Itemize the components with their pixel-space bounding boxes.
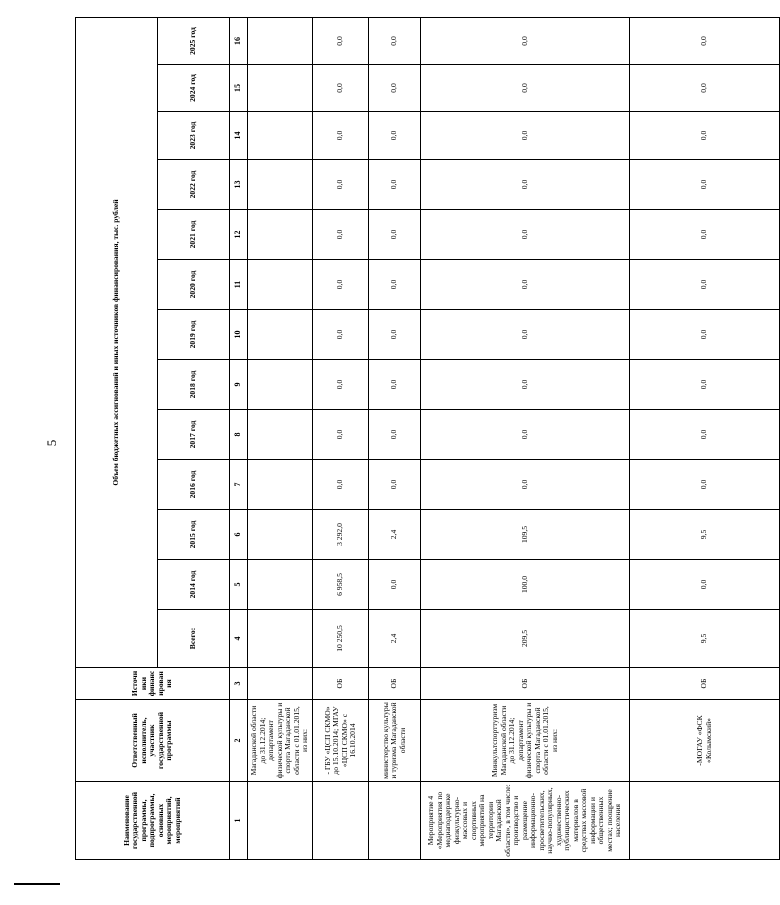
header-name: Наименование государственной программы, подпрограммы, основных мероприятий, мероприятий: [76, 782, 230, 860]
row-year-value-cell: 0,0: [313, 112, 369, 160]
column-number: 15: [230, 65, 248, 112]
row-year-value-cell: 0,0: [369, 210, 421, 260]
row-executor-cell: Магаданской области до 31.12.2014; департамент физической культуры и спорта Магаданской области с 01.01.2015, из них:: [248, 700, 313, 782]
row-year-value-cell: 0,0: [421, 210, 630, 260]
row-total-cell: 10 250,5: [313, 610, 369, 668]
row-year-value-cell: 0,0: [630, 410, 780, 460]
header-row-1: [76, 18, 158, 860]
row-year-value-cell: 100,0: [421, 560, 630, 610]
row-name-cell: [630, 782, 780, 860]
header-year: 2014 год: [158, 560, 230, 610]
row-source-cell: ОБ: [421, 668, 630, 700]
header-year: 2019 год: [158, 310, 230, 360]
row-year-value-cell: 0,0: [313, 65, 369, 112]
row-year-value-cell: [248, 112, 313, 160]
row-year-value-cell: [248, 160, 313, 210]
row-year-value-cell: 0,0: [630, 210, 780, 260]
row-total-cell: 2,4: [369, 610, 421, 668]
header-year: 2024 год: [158, 65, 230, 112]
row-year-value-cell: 0,0: [630, 260, 780, 310]
table-body: [248, 18, 780, 860]
row-year-value-cell: 3 292,0: [313, 510, 369, 560]
column-number: 10: [230, 310, 248, 360]
header-year: 2018 год: [158, 360, 230, 410]
row-total-cell: [248, 610, 313, 668]
header-year: 2021 год: [158, 210, 230, 260]
row-year-value-cell: [248, 360, 313, 410]
row-year-value-cell: 0,0: [421, 310, 630, 360]
row-year-value-cell: 0,0: [630, 65, 780, 112]
row-total-cell: 9,5: [630, 610, 780, 668]
column-number: 13: [230, 160, 248, 210]
row-year-value-cell: 0,0: [421, 112, 630, 160]
row-year-value-cell: [248, 260, 313, 310]
row-executor-cell: министерство культуры и туризма Магаданской области: [369, 700, 421, 782]
row-executor-cell: Минкультспорттуризм Магаданской области до 31.12.2014; департамент физической культуры и спорта Магаданской области с 01.01.2015, из них:: [421, 700, 630, 782]
row-source-cell: ОБ: [369, 668, 421, 700]
row-year-value-cell: 0,0: [421, 410, 630, 460]
header-source: Источники финансирования: [76, 668, 230, 700]
table-row: [421, 18, 630, 860]
row-year-value-cell: 0,0: [369, 112, 421, 160]
row-year-value-cell: 6 958,5: [313, 560, 369, 610]
column-number: 5: [230, 560, 248, 610]
page-number: 5: [44, 439, 59, 447]
row-year-value-cell: 0,0: [630, 360, 780, 410]
row-year-value-cell: 2,4: [369, 510, 421, 560]
table-row: [369, 18, 421, 860]
row-year-value-cell: 0,0: [369, 360, 421, 410]
row-year-value-cell: 0,0: [369, 65, 421, 112]
column-number: 8: [230, 410, 248, 460]
row-year-value-cell: 0,0: [630, 560, 780, 610]
column-number: 9: [230, 360, 248, 410]
row-year-value-cell: 0,0: [630, 112, 780, 160]
column-number: 16: [230, 18, 248, 65]
row-year-value-cell: 0,0: [369, 410, 421, 460]
row-year-value-cell: 0,0: [421, 360, 630, 410]
row-name-cell: [313, 782, 369, 860]
row-year-value-cell: 0,0: [421, 460, 630, 510]
row-year-value-cell: 0,0: [313, 410, 369, 460]
row-source-cell: [248, 668, 313, 700]
row-year-value-cell: 0,0: [369, 460, 421, 510]
column-number: 11: [230, 260, 248, 310]
header-executor: Ответственный исполнитель, участник государственной программы: [76, 700, 230, 782]
row-year-value-cell: [248, 210, 313, 260]
column-number: 12: [230, 210, 248, 260]
row-year-value-cell: 0,0: [421, 260, 630, 310]
column-number-row: [230, 18, 248, 860]
column-number: 6: [230, 510, 248, 560]
row-year-value-cell: 0,0: [630, 460, 780, 510]
header-total: Всего:: [158, 610, 230, 668]
row-source-cell: ОБ: [630, 668, 780, 700]
row-year-value-cell: [248, 18, 313, 65]
header-year: 2017 год: [158, 410, 230, 460]
row-year-value-cell: [248, 310, 313, 360]
row-year-value-cell: 0,0: [313, 260, 369, 310]
row-year-value-cell: 0,0: [369, 310, 421, 360]
table-row: [630, 18, 780, 860]
column-number: 7: [230, 460, 248, 510]
row-year-value-cell: 0,0: [313, 210, 369, 260]
row-name-cell: [248, 782, 313, 860]
row-executor-cell: -МОГАУ «ФСК «Колымский»: [630, 700, 780, 782]
column-number: 1: [230, 782, 248, 860]
row-source-cell: ОБ: [313, 668, 369, 700]
table-row: [313, 18, 369, 860]
row-year-value-cell: 0,0: [313, 460, 369, 510]
header-year: 2020 год: [158, 260, 230, 310]
row-year-value-cell: 0,0: [313, 18, 369, 65]
row-year-value-cell: 0,0: [369, 560, 421, 610]
header-funding-group: Объем бюджетных ассигнований и иных источников финансирования, тыс. рублей: [76, 18, 158, 668]
row-total-cell: 209,5: [421, 610, 630, 668]
row-name-cell: [369, 782, 421, 860]
rotated-table-container: [75, 18, 713, 860]
row-year-value-cell: 0,0: [421, 160, 630, 210]
column-number: 4: [230, 610, 248, 668]
table-sheet: [75, 18, 713, 860]
row-year-value-cell: 0,0: [630, 310, 780, 360]
row-year-value-cell: [248, 460, 313, 510]
column-number: 2: [230, 700, 248, 782]
row-year-value-cell: [248, 510, 313, 560]
row-year-value-cell: [248, 65, 313, 112]
row-year-value-cell: 0,0: [421, 65, 630, 112]
header-year: 2022 год: [158, 160, 230, 210]
header-year: 2015 год: [158, 510, 230, 560]
row-year-value-cell: 0,0: [630, 18, 780, 65]
header-year: 2025 год: [158, 18, 230, 65]
table-row: [248, 18, 313, 860]
row-year-value-cell: 0,0: [369, 260, 421, 310]
row-executor-cell: - ГБУ «ЦСП СКМО» до 15.10.2014; МГАУ «ЦСП СКМО» с 16.10.2014: [313, 700, 369, 782]
header-year: 2016 год: [158, 460, 230, 510]
row-name-cell: Мероприятие 4 «Мероприятия по медиаподдержке физкультурно-массовых и спортивных мероприятий на территории Магаданской области», в том числе: производство и размещение информационно-просветительских, научно-популярных, художественно-публицистических материалов в средствах массовой информации и общественных местах; поощрение населения: [421, 782, 630, 860]
funding-table: [75, 17, 780, 860]
column-number: 3: [230, 668, 248, 700]
column-number: 14: [230, 112, 248, 160]
row-year-value-cell: 0,0: [313, 160, 369, 210]
row-year-value-cell: 0,0: [421, 18, 630, 65]
row-year-value-cell: 0,0: [313, 360, 369, 410]
row-year-value-cell: 0,0: [630, 160, 780, 210]
header-year: 2023 год: [158, 112, 230, 160]
row-year-value-cell: 9,5: [630, 510, 780, 560]
row-year-value-cell: [248, 560, 313, 610]
row-year-value-cell: [248, 410, 313, 460]
row-year-value-cell: 109,5: [421, 510, 630, 560]
footer-rule: [14, 883, 60, 885]
row-year-value-cell: 0,0: [369, 160, 421, 210]
row-year-value-cell: 0,0: [313, 310, 369, 360]
row-year-value-cell: 0,0: [369, 18, 421, 65]
